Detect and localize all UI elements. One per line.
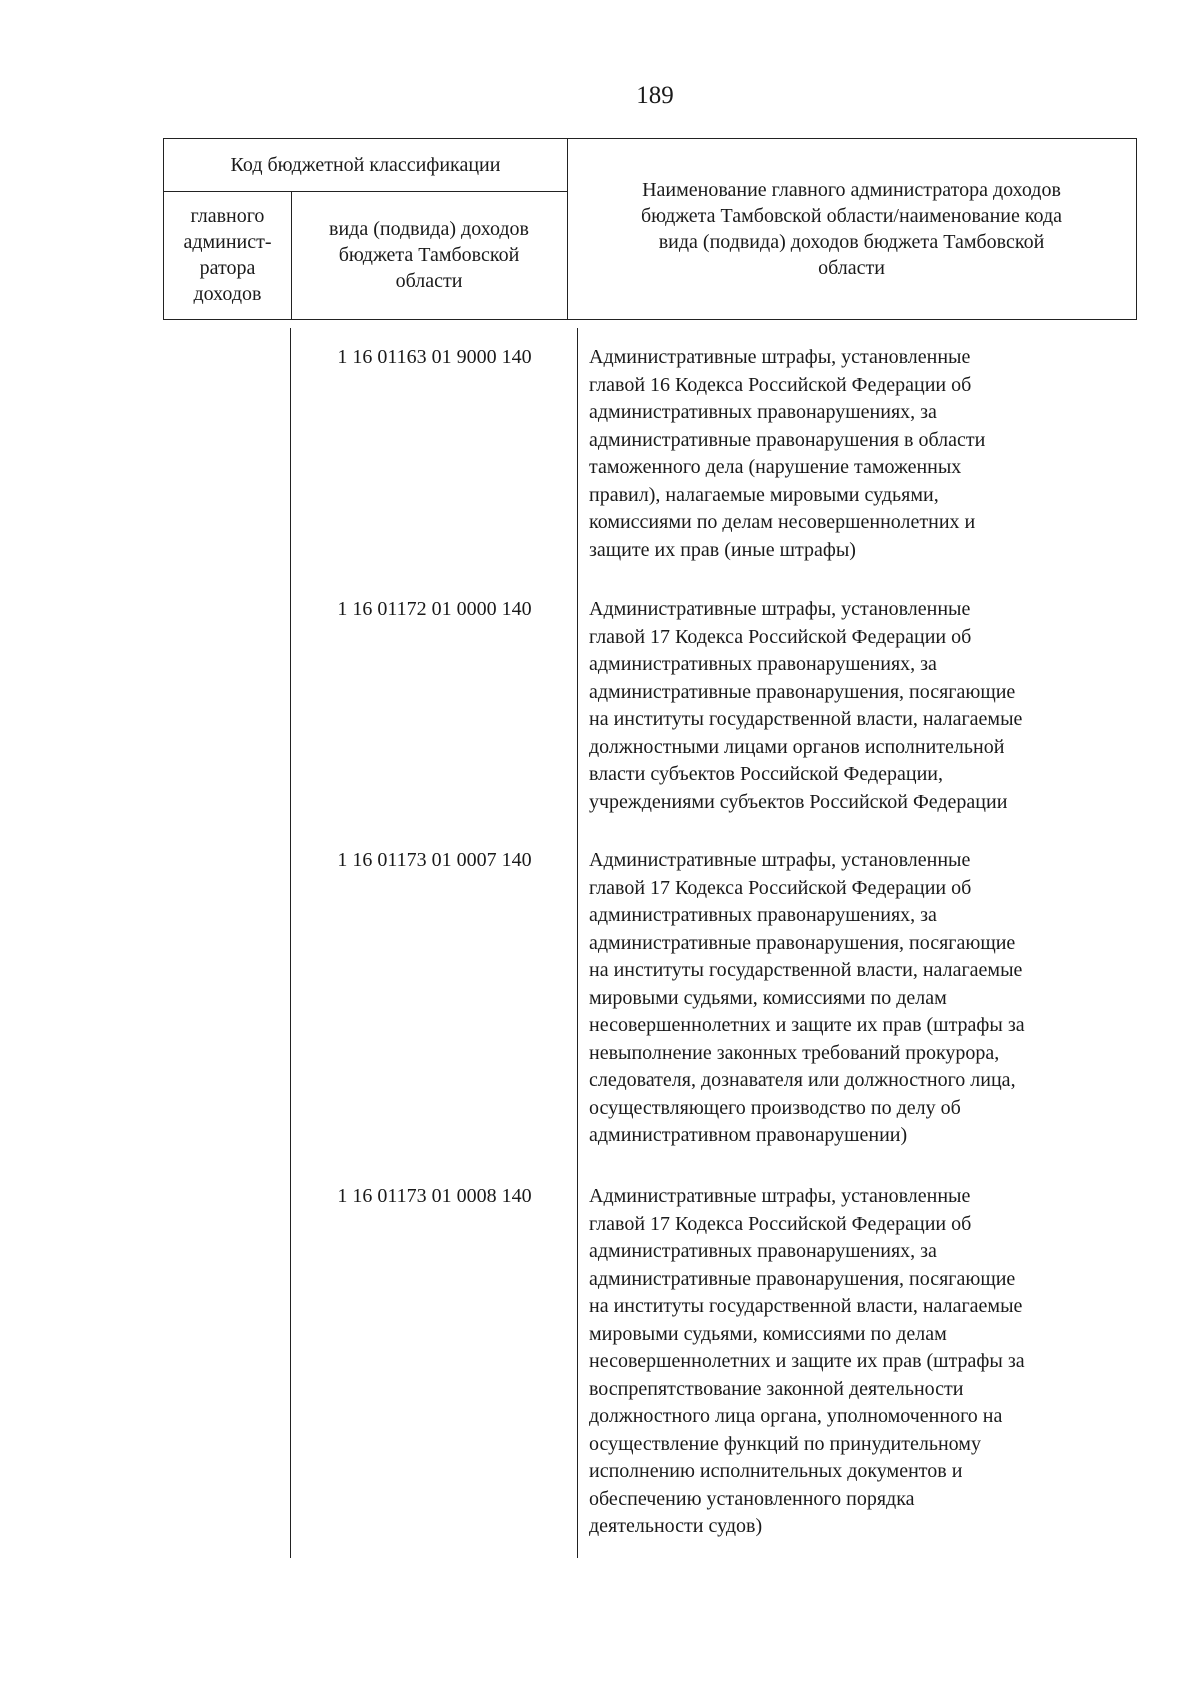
name-column-heading [567, 139, 1136, 319]
kind-column-label: вида (подвида) доходов бюджета Тамбовской области [329, 218, 529, 292]
name-column-label: Наименование главного администратора доходов бюджета Тамбовской области/наименование кода вида (подвида) доходов бюджета Тамбовской области [640, 179, 1063, 279]
admin-column-heading [164, 191, 291, 319]
income-description: Административные штрафы, установленные главой 17 Кодекса Российской Федерации об административных правонарушениях, за административные правонарушения, посягающие на институты государственной власти, налагаемые должностными лицами органов исполнительной власти субъектов Российской Федерации, учреждениями субъектов Российской Федерации [589, 598, 1023, 813]
column-divider [577, 328, 578, 1558]
income-code: 1 16 01163 01 9000 140 [337, 346, 532, 368]
income-description: Административные штрафы, установленные главой 16 Кодекса Российской Федерации об административных правонарушениях, за административные правонарушения в области таможенного дела (нарушение таможенных правил), налагаемые мировыми судьями, комиссиями по делам несовершеннолетних и защите их прав (иные штрафы) [589, 346, 986, 561]
income-description: Административные штрафы, установленные главой 17 Кодекса Российской Федерации об административных правонарушениях, за административные правонарушения, посягающие на институты государственной власти, налагаемые мировыми судьями, комиссиями по делам несовершеннолетних и защите их прав (штрафы за невыполнение законных требований прокурора, следователя, дознавателя или должностного лица, осуществляющего производство по делу об административном правонарушении) [589, 849, 1025, 1146]
income-code: 1 16 01172 01 0000 140 [337, 598, 532, 620]
income-code: 1 16 01173 01 0007 140 [337, 849, 532, 871]
page-number: 189 [636, 82, 674, 109]
budget-code-group-heading [164, 139, 567, 191]
column-divider [290, 328, 291, 1558]
income-description: Административные штрафы, установленные главой 17 Кодекса Российской Федерации об административных правонарушениях, за административные правонарушения, посягающие на институты государственной власти, налагаемые мировыми судьями, комиссиями по делам несовершеннолетних и защите их прав (штрафы за воспрепятствование законной деятельности должностного лица органа, уполномоченного на осуществление функций по принудительному исполнению исполнительных документов и обеспечению установленного порядка деятельности судов) [589, 1185, 1025, 1537]
admin-column-label: главного админист- ратора доходов [183, 205, 272, 305]
kind-column-heading [291, 191, 567, 319]
table-header [163, 138, 1137, 320]
income-code: 1 16 01173 01 0008 140 [337, 1185, 532, 1207]
budget-code-group-label: Код бюджетной классификации [230, 154, 501, 176]
